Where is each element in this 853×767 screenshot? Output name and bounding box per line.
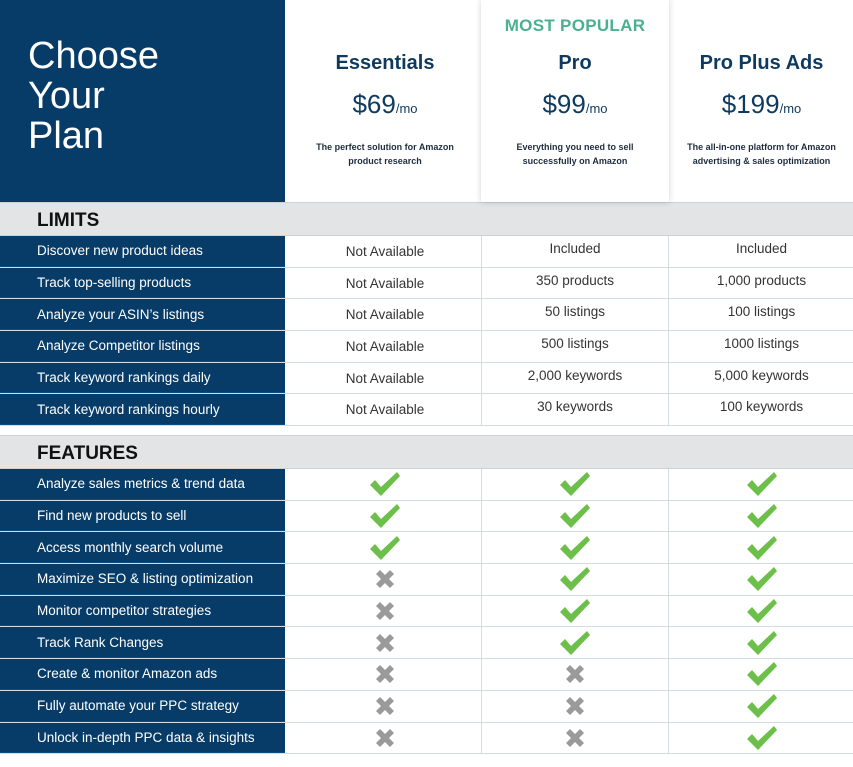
limit-value: 50 listings [481, 299, 669, 330]
feature-cell [481, 691, 669, 722]
limit-value: Not Available [345, 307, 425, 323]
price-amount: $99 [542, 89, 586, 119]
feature-cell [670, 532, 853, 563]
limit-value: 30 keywords [481, 394, 669, 425]
row-label: Discover new product ideas [0, 236, 285, 267]
table-row [0, 596, 853, 628]
feature-cell [481, 627, 669, 658]
feature-cell [290, 691, 480, 722]
plan-name: Pro [558, 52, 592, 74]
cross-icon [373, 631, 397, 655]
cross-icon [563, 694, 587, 718]
feature-cell [481, 564, 669, 595]
plan-price [290, 89, 480, 120]
feature-cell [290, 627, 480, 658]
check-icon [558, 565, 592, 593]
plan-price [670, 89, 853, 120]
check-icon [368, 534, 402, 562]
check-icon [745, 502, 779, 530]
price-period: /mo [585, 101, 608, 116]
most-popular-badge: MOST POPULAR [504, 16, 646, 35]
row-label: Analyze your ASIN’s listings [0, 299, 285, 330]
feature-cell [481, 501, 669, 532]
limit-value: 1000 listings [723, 335, 800, 351]
table-row [0, 501, 853, 533]
table-row [0, 659, 853, 691]
plan-price [481, 89, 669, 120]
feature-cell [290, 469, 480, 500]
check-icon [558, 629, 592, 657]
cross-icon [373, 726, 397, 750]
cross-icon [373, 599, 397, 623]
plan-pro[interactable] [481, 0, 669, 202]
feature-cell [481, 596, 669, 627]
table-row [0, 723, 853, 755]
row-label: Analyze sales metrics & trend data [0, 469, 285, 500]
plan-name: Pro Plus Ads [699, 52, 824, 74]
plan-essentials[interactable] [290, 0, 480, 202]
row-label: Find new products to sell [0, 501, 285, 532]
feature-cell [290, 564, 480, 595]
feature-cell [670, 564, 853, 595]
section-header-features [0, 435, 853, 469]
check-icon [558, 597, 592, 625]
limits-table [0, 236, 853, 426]
row-label: Monitor competitor strategies [0, 596, 285, 627]
section-title: LIMITS [37, 210, 100, 231]
row-label: Access monthly search volume [0, 532, 285, 563]
plan-name: Essentials [335, 52, 435, 74]
limit-value: Not Available [345, 275, 425, 291]
limit-value: Included [481, 236, 669, 267]
page-title [28, 36, 159, 156]
check-icon [745, 692, 779, 720]
check-icon [745, 534, 779, 562]
row-label: Fully automate your PPC strategy [0, 691, 285, 722]
check-icon [745, 724, 779, 752]
feature-cell [290, 532, 480, 563]
price-period: /mo [779, 101, 802, 116]
feature-cell [670, 691, 853, 722]
row-label: Create & monitor Amazon ads [0, 659, 285, 690]
limit-value: 2,000 keywords [481, 363, 669, 394]
plan-description: Everything you need to sell successfully on Amazon [516, 142, 634, 166]
row-label: Unlock in-depth PPC data & insights [0, 723, 285, 754]
feature-cell [670, 627, 853, 658]
row-label: Track keyword rankings hourly [0, 394, 285, 425]
limit-value: Included [735, 240, 788, 256]
cross-icon [563, 662, 587, 686]
table-row [0, 363, 853, 395]
limit-value: 1,000 products [716, 272, 807, 288]
limit-value: Not Available [345, 402, 425, 418]
cross-icon [373, 694, 397, 718]
check-icon [368, 502, 402, 530]
price-period: /mo [395, 101, 418, 116]
plan-description: The all-in-one platform for Amazon advertising & sales optimization [687, 142, 836, 166]
limit-value: Not Available [345, 243, 425, 259]
feature-cell [670, 469, 853, 500]
feature-cell [481, 659, 669, 690]
price-amount: $199 [721, 89, 780, 119]
table-row [0, 331, 853, 363]
feature-cell [670, 723, 853, 754]
feature-cell [670, 659, 853, 690]
feature-cell [290, 659, 480, 690]
feature-cell [670, 501, 853, 532]
feature-cell [481, 469, 669, 500]
limit-value: Not Available [345, 338, 425, 354]
limit-value: 350 products [481, 268, 669, 299]
table-row [0, 564, 853, 596]
table-row [0, 236, 853, 268]
check-icon [745, 629, 779, 657]
check-icon [745, 660, 779, 688]
cross-icon [373, 567, 397, 591]
title-line: Plan [28, 115, 105, 157]
feature-cell [290, 501, 480, 532]
row-label: Track keyword rankings daily [0, 363, 285, 394]
feature-cell [290, 723, 480, 754]
title-line: Your [28, 75, 105, 117]
limit-value: Not Available [345, 370, 425, 386]
check-icon [558, 502, 592, 530]
table-row [0, 627, 853, 659]
table-row [0, 532, 853, 564]
feature-cell [481, 723, 669, 754]
row-label: Track Rank Changes [0, 627, 285, 658]
table-row [0, 469, 853, 501]
row-label: Analyze Competitor listings [0, 331, 285, 362]
cross-icon [563, 726, 587, 750]
check-icon [745, 470, 779, 498]
title-panel [0, 0, 285, 202]
cross-icon [373, 662, 397, 686]
check-icon [558, 470, 592, 498]
price-amount: $69 [352, 89, 396, 119]
feature-cell [481, 532, 669, 563]
limit-value: 100 keywords [719, 399, 804, 415]
row-label: Maximize SEO & listing optimization [0, 564, 285, 595]
table-row [0, 299, 853, 331]
section-title: FEATURES [37, 443, 138, 464]
limit-value: 5,000 keywords [714, 367, 809, 383]
check-icon [745, 597, 779, 625]
table-row [0, 394, 853, 426]
feature-cell [670, 596, 853, 627]
pricing-header [0, 0, 853, 202]
table-row [0, 691, 853, 723]
plan-pro-plus-ads[interactable] [670, 0, 853, 202]
table-row [0, 268, 853, 300]
limit-value: 500 listings [481, 331, 669, 362]
title-line: Choose [28, 35, 159, 77]
section-header-limits [0, 202, 853, 236]
features-table [0, 469, 853, 754]
limit-value: 100 listings [727, 304, 796, 320]
check-icon [368, 470, 402, 498]
plan-description: The perfect solution for Amazon product research [316, 142, 454, 166]
check-icon [558, 534, 592, 562]
row-label: Track top-selling products [0, 268, 285, 299]
feature-cell [290, 596, 480, 627]
check-icon [745, 565, 779, 593]
